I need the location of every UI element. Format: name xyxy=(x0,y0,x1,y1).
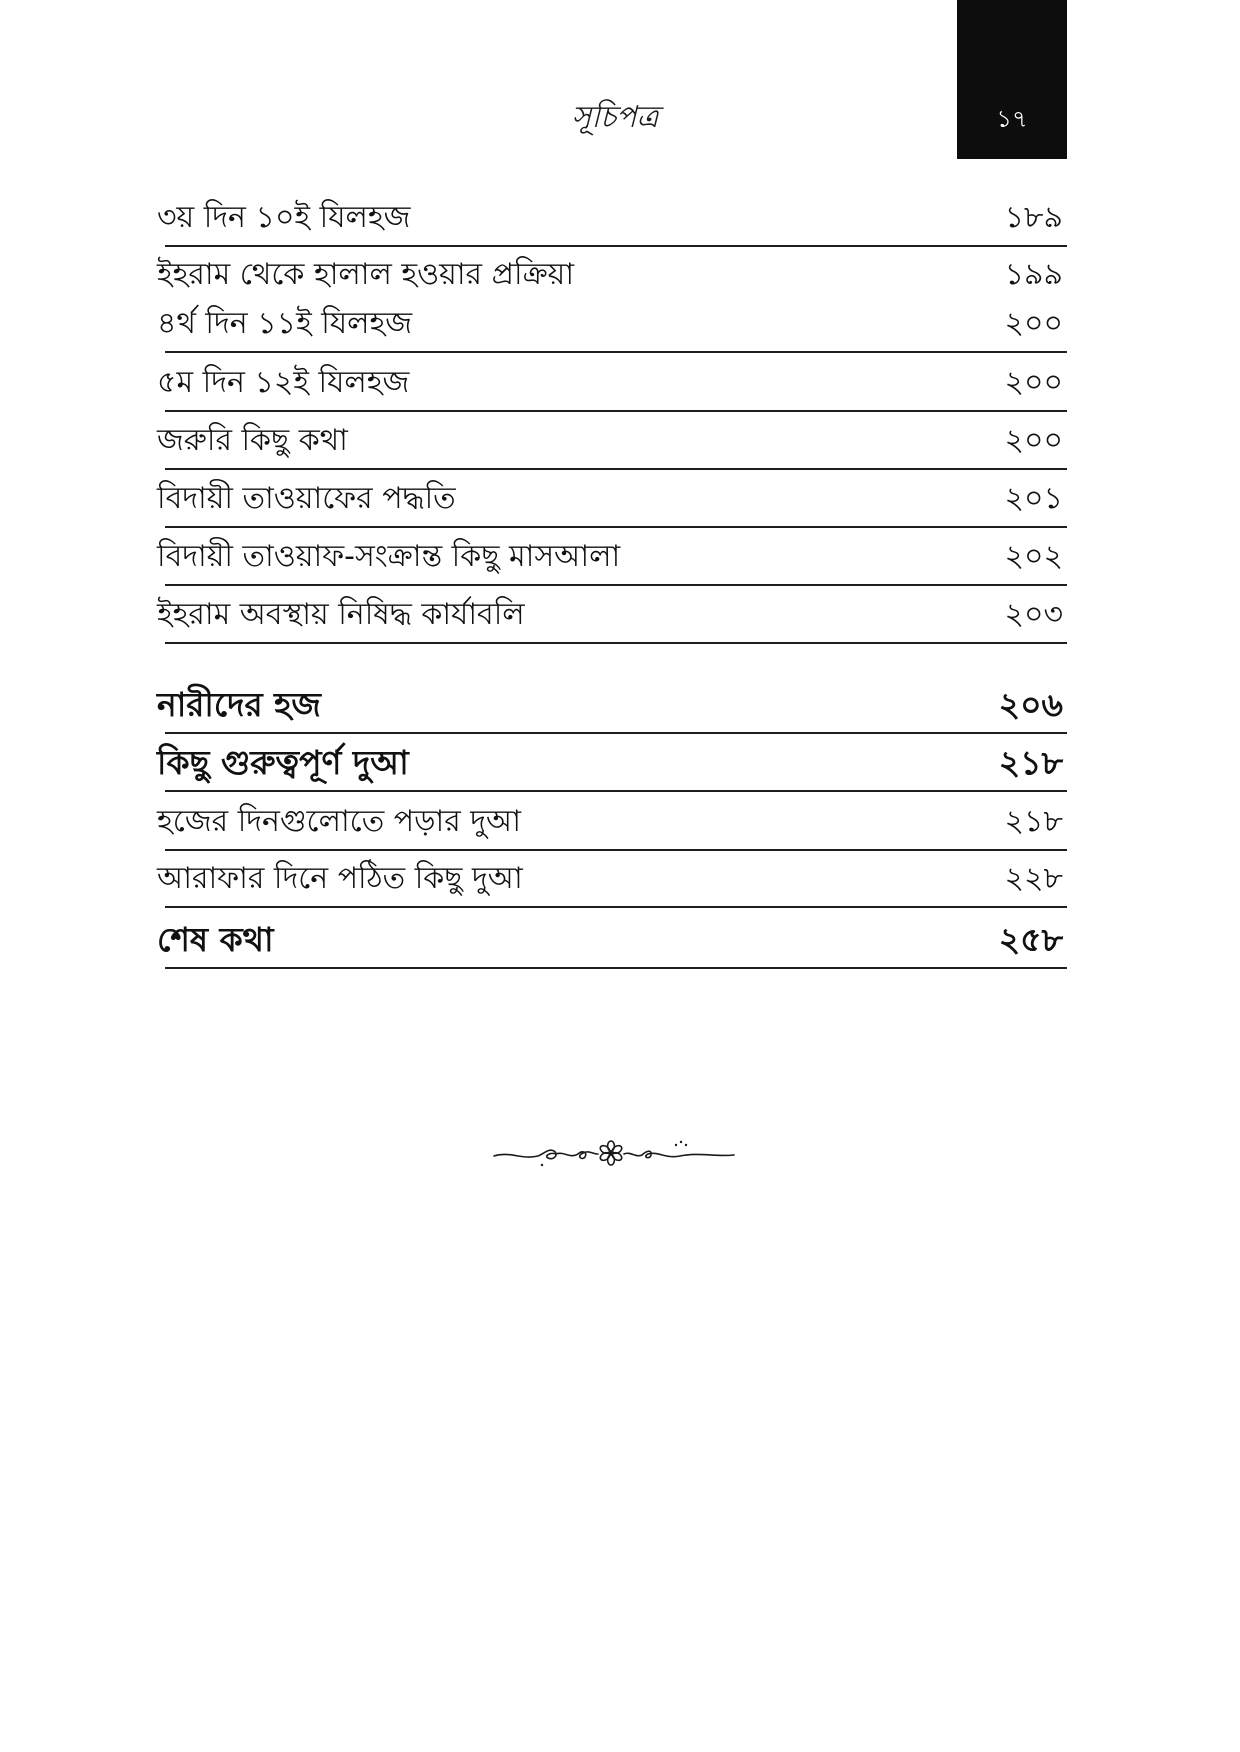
toc-entry-page: ২০১ xyxy=(1004,481,1063,516)
toc-entry-page: ২২৮ xyxy=(1004,861,1063,896)
toc-section-title: কিছু গুরুত্বপূর্ণ দুআ xyxy=(157,743,409,782)
toc-entry xyxy=(157,297,1067,351)
floral-divider-icon xyxy=(490,1132,738,1174)
toc-entry xyxy=(157,530,1067,584)
toc-entry xyxy=(157,472,1067,526)
toc-entry xyxy=(157,414,1067,468)
page-number-tab xyxy=(957,0,1067,159)
toc-entry-title: বিদায়ী তাওয়াফ-সংক্রান্ত কিছু মাসআলা xyxy=(157,539,621,574)
toc-entry-title: হজের দিনগুলোতে পড়ার দুআ xyxy=(157,804,522,839)
toc-entry xyxy=(157,356,1067,410)
toc-entry-page: ২০২ xyxy=(1004,539,1063,574)
toc-entry xyxy=(157,852,1067,906)
toc-entry xyxy=(157,191,1067,245)
toc-section-title: নারীদের হজ xyxy=(157,685,321,724)
toc-entry-page: ২০০ xyxy=(1004,365,1063,400)
toc-section-page: ২১৮ xyxy=(998,743,1063,782)
page-number: ১৭ xyxy=(996,105,1028,133)
toc-entry-page: ২১৮ xyxy=(1004,804,1063,839)
toc-entry-title: ৫ম দিন ১২ই যিলহজ xyxy=(157,365,410,400)
toc-entry-title: ৩য় দিন ১০ই যিলহজ xyxy=(157,200,411,235)
toc-entry-title: ৪র্থ দিন ১১ই যিলহজ xyxy=(157,306,413,341)
toc-entry-page: ১৮৯ xyxy=(1004,200,1063,235)
toc-entry-title: বিদায়ী তাওয়াফের পদ্ধতি xyxy=(157,481,456,516)
toc-entry-page: ১৯৯ xyxy=(1004,257,1063,292)
toc-entry-title: আরাফার দিনে পঠিত কিছু দুআ xyxy=(157,861,523,896)
toc-section-page: ২০৬ xyxy=(998,685,1063,724)
toc-entry-page: ২০০ xyxy=(1004,306,1063,341)
toc-section-entry xyxy=(157,736,1067,790)
toc-entry-title: ইহরাম থেকে হালাল হওয়ার প্রক্রিয়া xyxy=(157,257,575,292)
page-title: সূচিপত্র xyxy=(571,100,659,135)
toc-section-entry xyxy=(157,913,1067,967)
toc-entry-page: ২০৩ xyxy=(1004,597,1063,632)
toc-entry xyxy=(157,248,1067,302)
toc-entry-title: ইহরাম অবস্থায় নিষিদ্ধ কার্যাবলি xyxy=(157,597,525,632)
toc-entry-page: ২০০ xyxy=(1004,423,1063,458)
toc-entry xyxy=(157,795,1067,849)
toc-entry xyxy=(157,588,1067,642)
toc-section-page: ২৫৮ xyxy=(998,920,1063,959)
toc-entry-title: জরুরি কিছু কথা xyxy=(157,423,348,458)
toc-section-entry xyxy=(157,678,1067,732)
toc-section-title: শেষ কথা xyxy=(157,920,274,959)
